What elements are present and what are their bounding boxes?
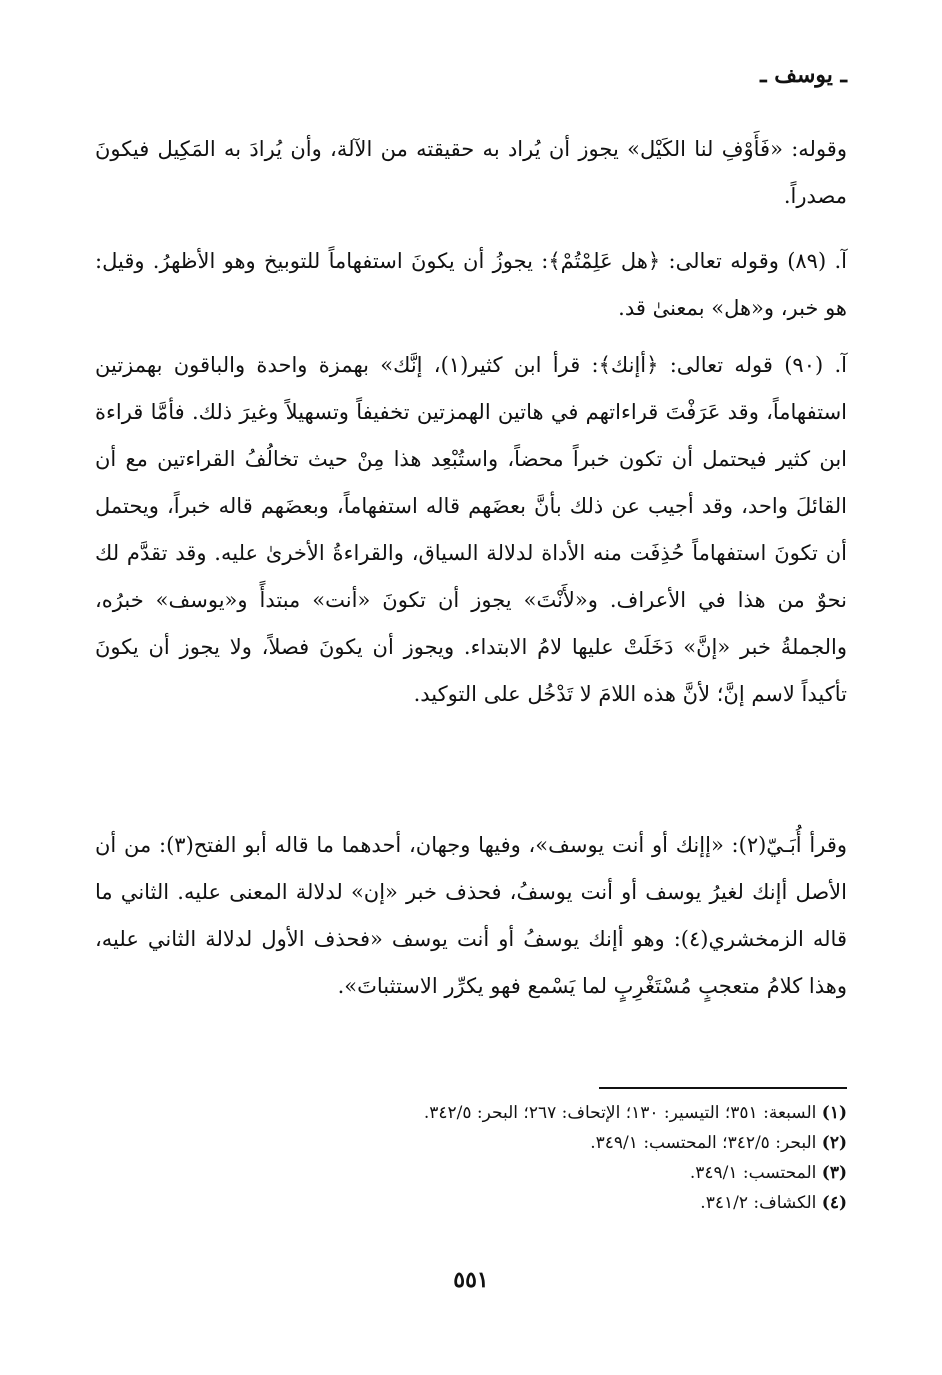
page-number: ٥٥١ [453,1267,489,1293]
footnote-item [95,1098,847,1128]
paragraph-fawfi-lana-alkayl: وقوله: «فَأَوْفِ لنا الكَيْل» يجوز أن يُراد به حقيقته من الآلة، وأن يُرادَ به المَكِيل فيكونَ مصدراً. [95,137,847,208]
running-header: ـ يوسف ـ [760,62,847,88]
footnote-text: الكشاف: ٣٤١/٢. [700,1193,817,1213]
footnote-item [95,1158,847,1188]
paragraph-verse-90: آ. (٩٠) قوله تعالى: ﴿أإنك﴾: قرأ ابن كثير(١)، إنَّك» بهمزة واحدة والباقون بهمزتين استفهاماً، وقد عَرَفْتَ قراءاتهم في هاتين الهمزتين تخفيفاً وتسهيلاً وغيرَ ذلك. فأمَّا قراءة ابن كثير فيحتمل أن تكون خبراً محضاً، واستُبْعِد هذا مِنْ حيث تخالُفُ القراءتين مع أن القائلَ واحد، وقد أجيب عن ذلك بأنَّ بعضَهم قاله استفهاماً، وبعضَهم قاله خبراً، ويحتمل أن تكونَ استفهاماً حُذِفَت منه الأداة لدلالة السياق، والقراءةُ الأخرىٰ عليه. وقد تقدَّم لك نحوٌ من هذا في الأعراف. و«لأَنْتَ» يجوز أن تكونَ «أنت» مبتدأً و«يوسف» خبرُه، والجملةُ خبر «إنَّ» دَخَلَتْ عليها لامُ الابتداء. ويجوز أن يكونَ فصلاً، ولا يجوز أن يكونَ تأكيداً لاسم إنَّ؛ لأنَّ هذه اللامَ لا تَدْخُل على التوكيد. [95,353,847,706]
footnote-number: (٣) [821,1163,847,1183]
footnote-text: السبعة: ٣٥١؛ التيسير: ١٣٠؛ الإتحاف: ٢٦٧؛ البحر: ٣٤٢/٥. [423,1103,817,1123]
footnote-text: المحتسب: ٣٤٩/١. [689,1163,817,1183]
footnote-number: (٢) [821,1133,847,1153]
footnote-separator [599,1087,847,1089]
footnote-item [95,1188,847,1218]
paragraph-verse-89: آ. (٨٩) وقوله تعالى: ﴿هل عَلِمْتُمْ﴾: يجوزُ أن يكونَ استفهاماً للتوبيخ وهو الأظهرُ. وقيل: هو خبر، و«هل» بمعنىٰ قد. [95,249,847,320]
paragraph-ubayy-reading: وقرأ أُبَـيّ(٢): «إإنك أو أنت يوسف»، وفيها وجهان، أحدهما ما قاله أبو الفتح(٣): من أن الأصل أإنك لغيرُ يوسف أو أنت يوسفُ، فحذف خبر «إن» لدلالة المعنى عليه. الثاني ما قاله الزمخشري(٤): وهو أإنك يوسفُ أو أنت يوسف «فحذف الأول لدلالة الثاني عليه، وهذا كلامُ متعجبٍ مُسْتَغْرِبٍ لما يَسْمع فهو يكرِّر الاستثباتَ». [95,833,847,998]
footnote-number: (٤) [821,1193,847,1213]
footnote-text: البحر: ٣٤٢/٥؛ المحتسب: ٣٤٩/١. [590,1133,817,1153]
footnote-number: (١) [821,1103,847,1123]
footnote-item [95,1128,847,1158]
footnotes [95,1098,847,1218]
